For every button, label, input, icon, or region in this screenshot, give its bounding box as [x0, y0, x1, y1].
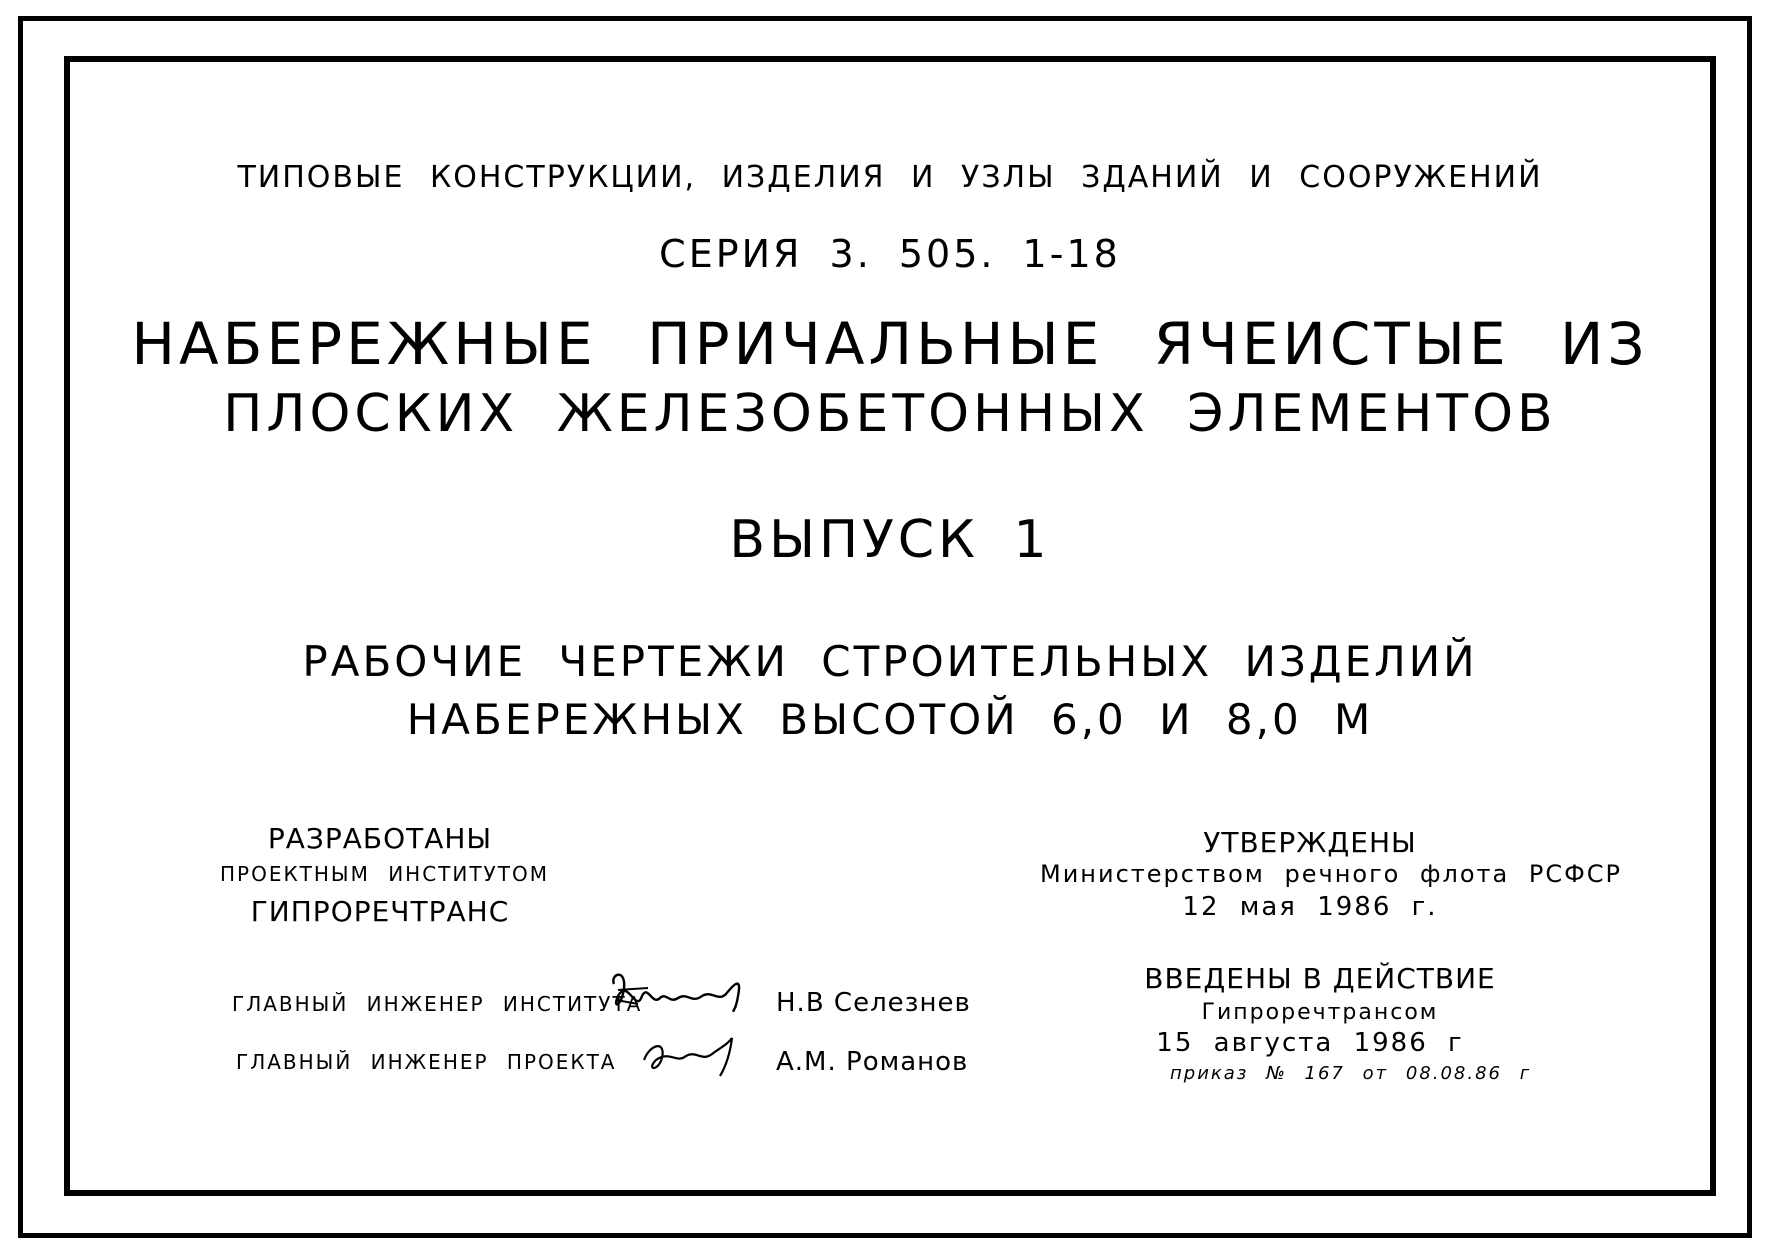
- developer-heading: РАЗРАБОТАНЫ: [267, 822, 493, 855]
- signatory-role-2: ГЛАВНЫЙ ИНЖЕНЕР ПРОЕКТА: [236, 1050, 617, 1074]
- developer-by: ПРОЕКТНЫМ ИНСТИТУТОМ: [220, 862, 549, 886]
- document-title-line-2: ПЛОСКИХ ЖЕЛЕЗОБЕТОННЫХ ЭЛЕМЕНТОВ: [223, 384, 1557, 444]
- signatory-name-2: А.М. Романов: [776, 1047, 969, 1077]
- signatory-role-1: ГЛАВНЫЙ ИНЖЕНЕР ИНСТИТУТА: [232, 992, 643, 1016]
- subtitle-line-2: НАБЕРЕЖНЫХ ВЫСОТОЙ 6,0 И 8,0 М: [406, 695, 1374, 744]
- signature-1: [608, 966, 758, 1028]
- document-title-line-1: НАБЕРЕЖНЫЕ ПРИЧАЛЬНЫЕ ЯЧЕИСТЫЕ ИЗ: [131, 310, 1649, 378]
- effective-order: приказ № 167 от 08.08.86 г: [1170, 1063, 1532, 1084]
- series-code: СЕРИЯ 3. 505. 1-18: [659, 232, 1121, 276]
- subtitle-line-1: РАБОЧИЕ ЧЕРТЕЖИ СТРОИТЕЛЬНЫХ ИЗДЕЛИЙ: [302, 637, 1478, 686]
- approval-date: 12 мая 1986 г.: [1182, 892, 1438, 922]
- series-line: ТИПОВЫЕ КОНСТРУКЦИИ, ИЗДЕЛИЯ И УЗЛЫ ЗДАНИЙ И СООРУЖЕНИЙ: [237, 160, 1543, 195]
- effective-heading: ВВЕДЕНЫ В ДЕЙСТВИЕ: [1144, 962, 1496, 995]
- approval-heading: УТВЕРЖДЕНЫ: [1203, 826, 1417, 859]
- effective-date: 15 августа 1986 г: [1156, 1028, 1464, 1058]
- effective-by: Гипроречтрансом: [1201, 1000, 1439, 1025]
- signatory-name-1: Н.В Селезнев: [776, 988, 971, 1018]
- approval-by: Министерством речного флота РСФСР: [1040, 860, 1622, 888]
- inner-border: [64, 56, 1716, 1196]
- signature-2: [640, 1030, 750, 1080]
- developer-institute: ГИПРОРЕЧТРАНС: [250, 895, 510, 928]
- issue-number: ВЫПУСК 1: [729, 510, 1051, 570]
